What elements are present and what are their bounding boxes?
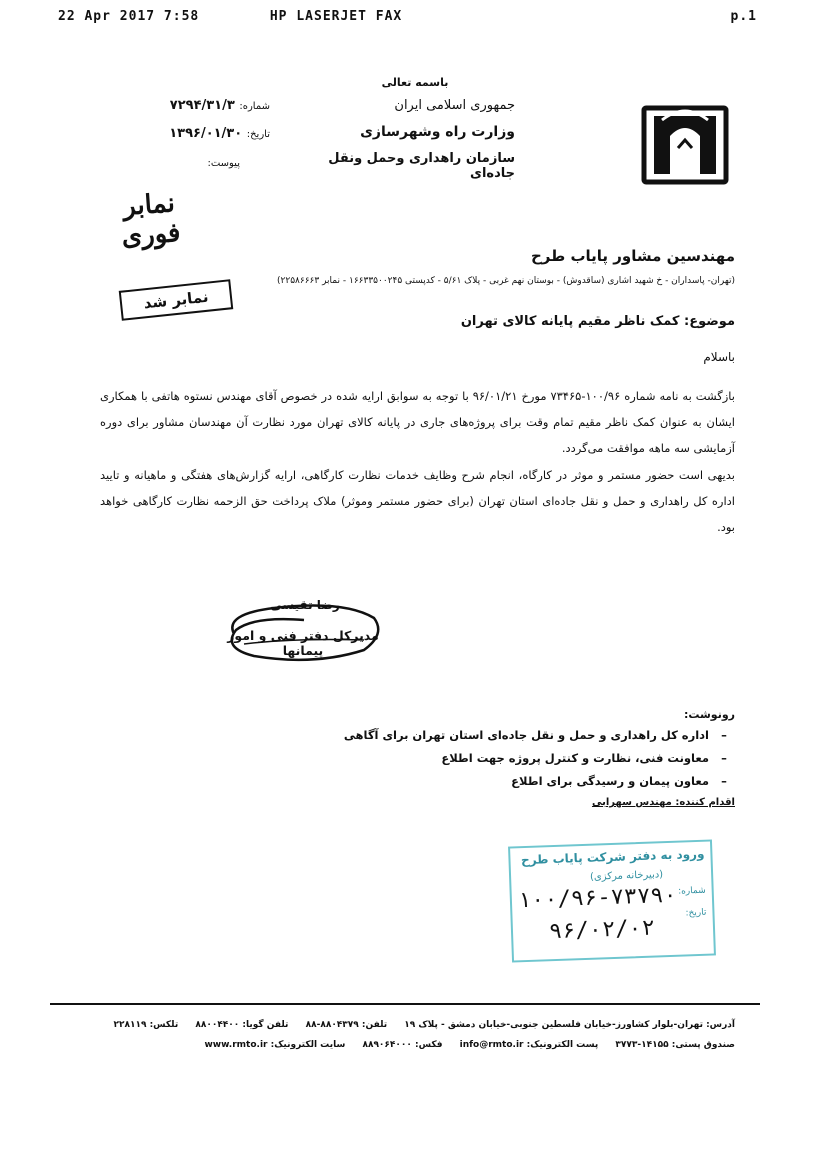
footer-line-1 [105,1020,735,1030]
recipient-name: مهندسین مشاور پایاب طرح [530,247,735,265]
fax-datetime: 22 Apr 2017 7:58 [58,9,200,24]
body-paragraph-2: بدیهی است حضور مستمر و موثر در کارگاه، انجام شرح وظایف خدمات نظارت کارگاهی، ارایه گزارش‌های هفتگی و ماهیانه و تایید اداره کل راهداری و حمل و نقل جاده‌ای استان تهران (برای حضور مستمر وموثر) ملاک پرداخت حق الزحمه نظارت کارگاهی خواهد بود. [100,468,735,534]
cc-item-text: اداره کل راهداری و حمل و نقل جاده‌ای استان تهران برای آگاهی [343,728,709,742]
faxed-stamp [119,279,234,321]
stamp-subtitle: (دبیرخانه مرکزی) [589,869,664,883]
fax-header-left [58,9,402,24]
stamp-number-label: شماره: [677,885,706,897]
stamp-number-handwritten: ۱۰۰/۹۶-۷۳۷۹۰ [517,882,678,914]
cc-dash: – [721,728,727,742]
footer-website: سایت الکترونیک: www.rmto.ir [204,1040,346,1050]
cc-item-text: معاونت فنی، نظارت و کنترل پروژه جهت اطلاع [441,751,709,765]
letter-date-label: تاریخ: [246,129,270,140]
letter-date [115,126,270,141]
cc-item-text: معاون پیمان و رسیدگی برای اطلاع [511,774,709,788]
stamp-date-label: تاریخ: [685,907,707,919]
footer-email: پست الکترونیک: info@rmto.ir [459,1040,599,1050]
signer-title: مدیرکل دفتر فنی و امور پیمانها [227,628,379,658]
stamp-title: ورود به دفتر شرکت پایاب طرح [520,846,705,868]
letter-greeting: باسلام [703,350,735,364]
letter-number [115,98,270,113]
letter-number-value: ۷۲۹۴/۳۱/۳ [169,98,235,113]
letter-subject: موضوع: کمک ناظر مقیم پایانه کالای تهران [460,314,735,329]
cc-dash: – [721,774,727,788]
cc-item [340,774,735,788]
ministry-name: وزارت راه وشهرسازی [360,124,515,140]
body-paragraph-1: بازگشت به نامه شماره ۱۰۰/۹۶-۷۳۴۶۵ مورخ ۹۶/۰۱/۲۱ با توجه به سوابق ارایه شده در خصوص آقای مهندس نستوه هاتفی با همکاری ایشان به عنوان کمک ناظر مقیم تمام وقت برای پروژه‌های جاری در پایانه کالای تهران مورد نظارت آن مهندسان مشاور برای دوره آزمایشی سه ماهه موافقت می‌گردد. [100,389,736,455]
attachment-label: پیوست: [207,158,240,169]
cc-dash: – [721,751,727,765]
footer-postal-code: صندوق پستی: ۱۴۱۵۵-۳۷۷۳ [615,1040,735,1050]
republic-name: جمهوری اسلامی ایران [394,98,515,113]
recipient-address: (تهران- پاسداران - خ شهید اشاری (ساقدوش) - بوستان نهم غربی - پلاک ۵/۶۱ - کدپستی ۱۶۶۳۳۵۰۰۲۴۵ - نمابر ۲۲۵۸۶۶۶۳) [277,276,735,286]
rmto-logo-icon [640,102,730,188]
letter-number-label: شماره: [239,101,270,112]
footer-divider [50,1003,760,1005]
action-by: اقدام کننده: مهندس سهرابی [591,797,735,808]
received-entry-stamp [508,839,716,962]
fax-device: HP LASERJET FAX [269,9,403,24]
letter-attachment [115,156,240,169]
footer-line-2 [105,1040,735,1050]
footer-address: آدرس: تهران-بلوار کشاورز-خیابان فلسطین جنوبی-خیابان دمشق - پلاک ۱۹ [404,1020,735,1030]
footer-fax: فکس: ۸۸۹۰۶۴۰۰۰ [362,1040,443,1050]
organization-name: سازمان راهداری وحمل ونقل جاده‌ای [328,151,515,181]
cc-title: رونوشت: [683,708,735,721]
footer-central-phone: تلفن گویا: ۸۸۰۰۴۴۰۰ [195,1020,289,1030]
cc-item [340,751,735,765]
letter-date-value: ۱۳۹۶/۰۱/۳۰ [169,126,243,141]
faxed-stamp-text: نمابر شد [142,287,210,313]
footer-phone: تلفن: ۸۸۰۴۳۷۹-۸۸ [305,1020,388,1030]
basmala: باسمه تعالی [381,76,449,89]
fax-page-number: p.1 [730,9,757,24]
cc-item [340,728,735,742]
stamp-date-handwritten: ۹۶/۰۲/۰۲ [548,915,656,945]
footer-telex: تلکس: ۲۲۸۱۱۹ [113,1020,179,1030]
signer-name: رضا تقیسی [270,598,340,612]
handwritten-urgent-fax-note: نمابر فوری [120,188,182,252]
